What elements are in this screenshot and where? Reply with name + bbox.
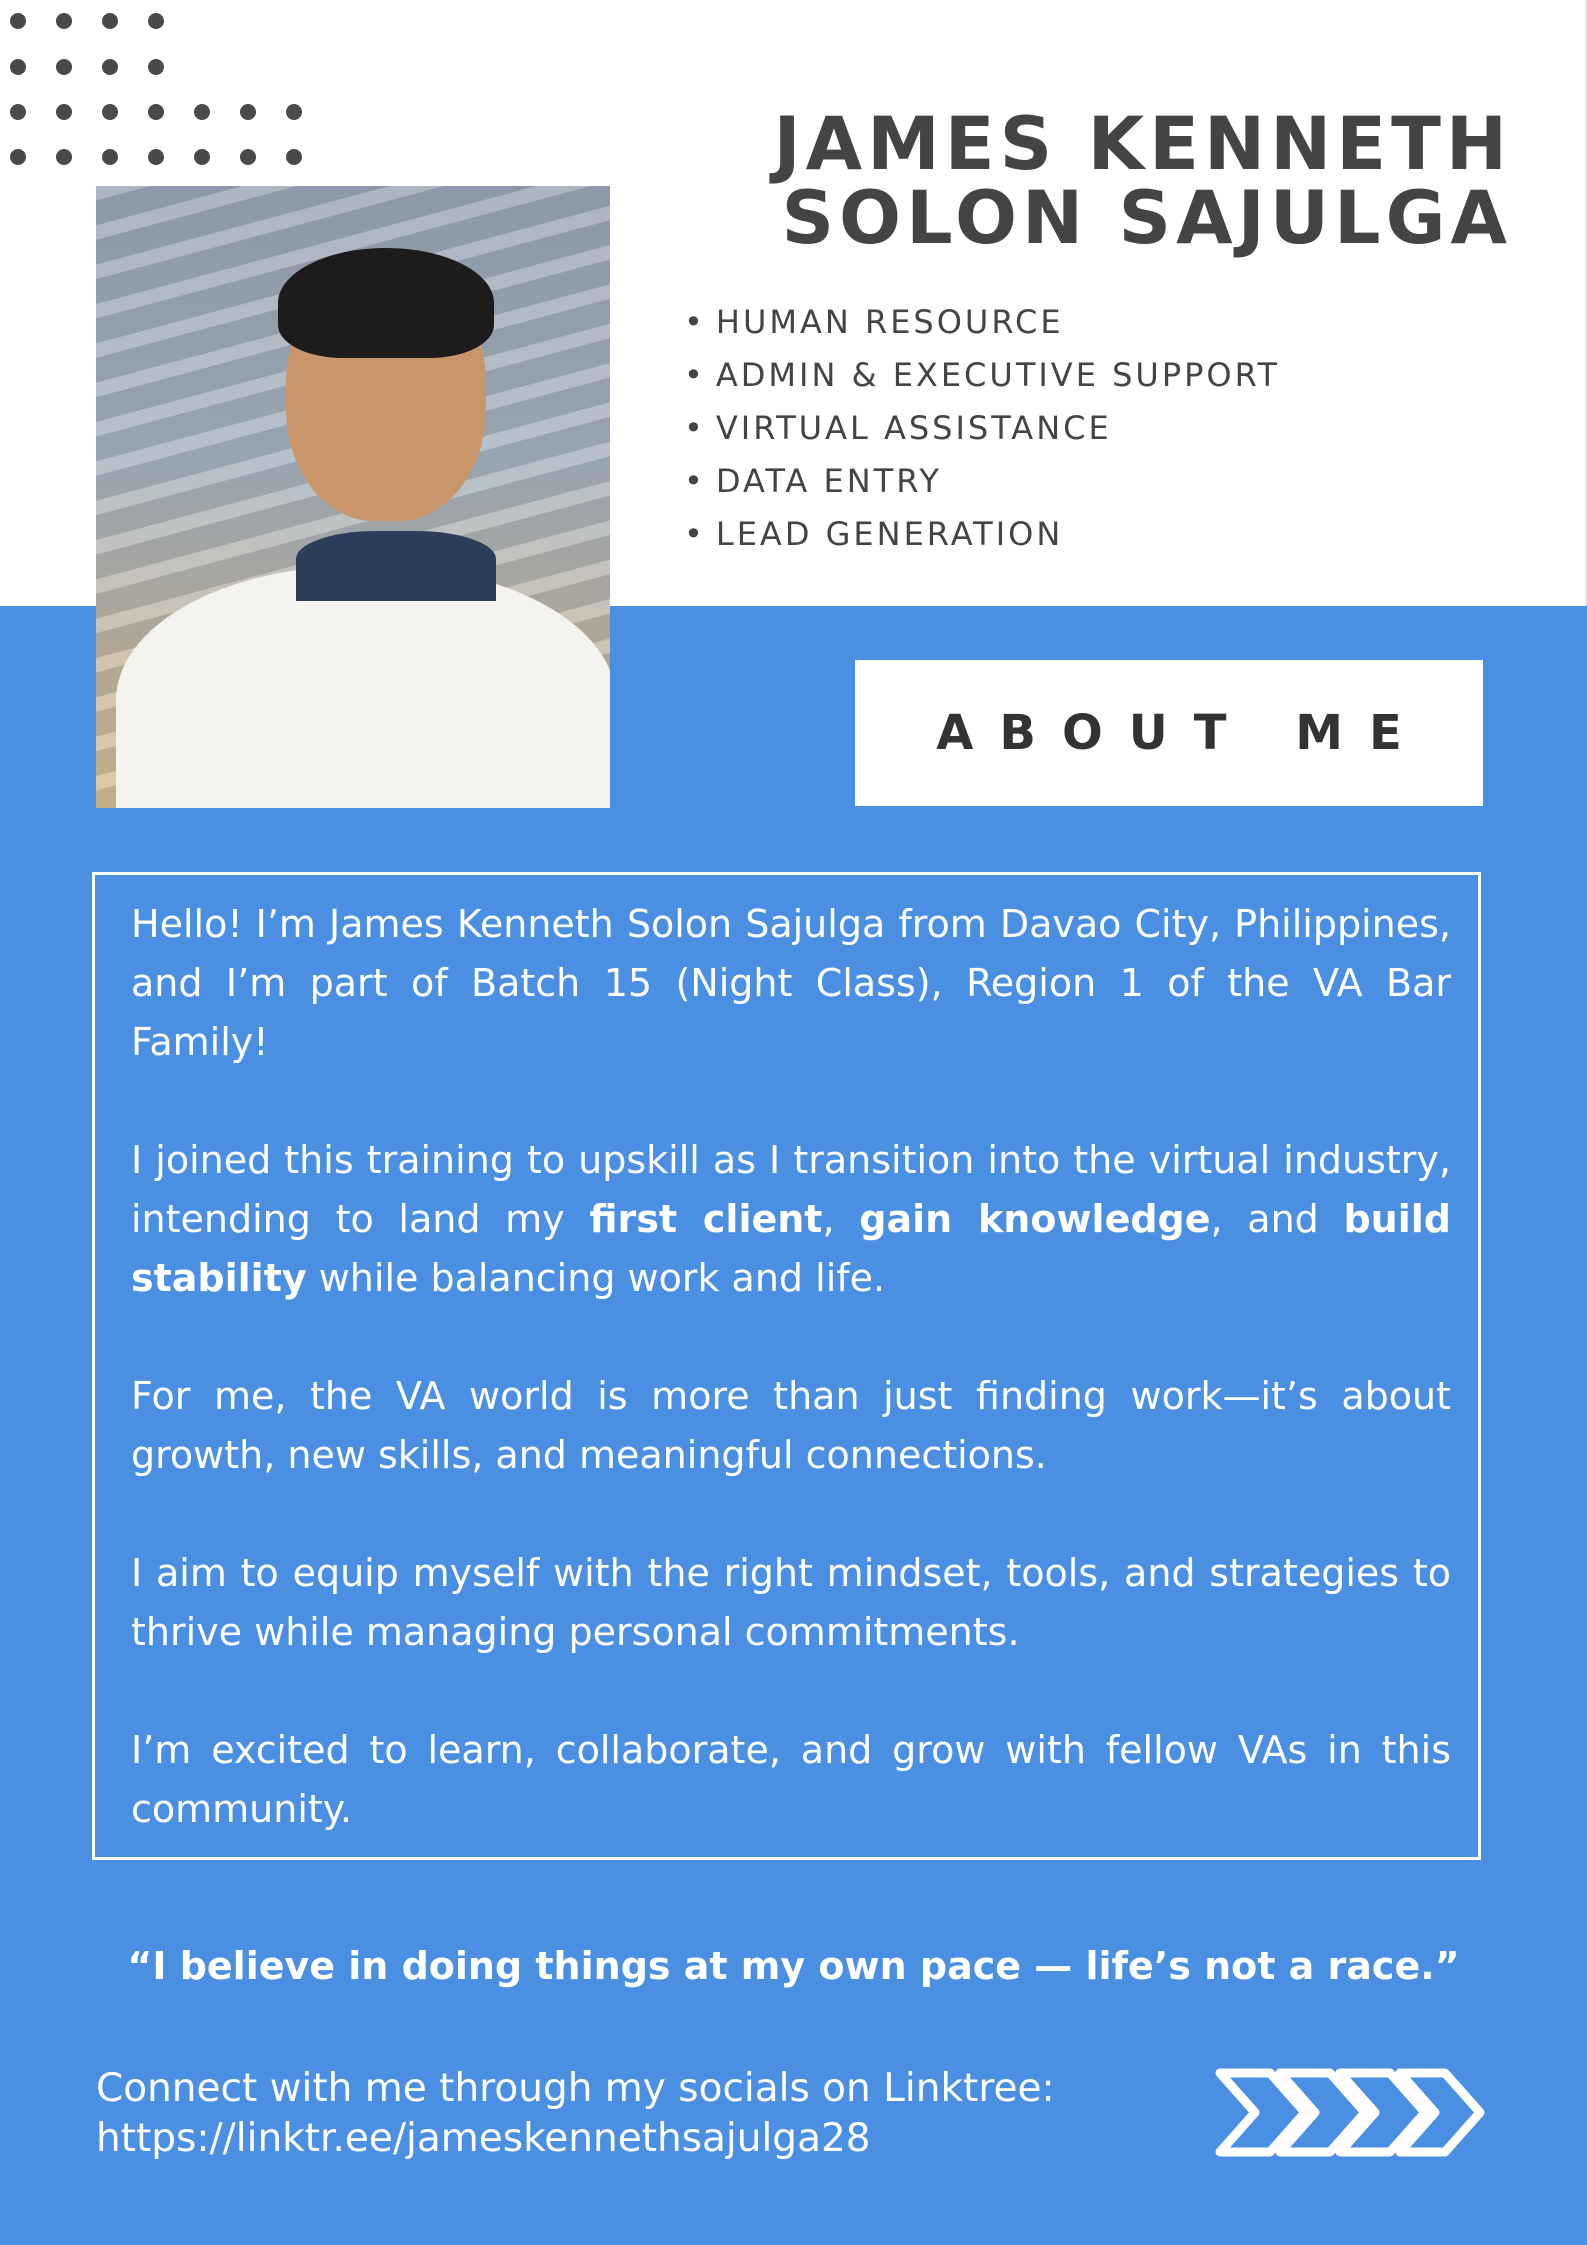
skill-label: ADMIN & EXECUTIVE SUPPORT: [715, 356, 1281, 394]
skill-item: [684, 349, 1280, 402]
bio-paragraph-closing: I’m excited to learn, collaborate, and grow with fellow VAs in this community.: [131, 1728, 1451, 1831]
bio-text: [131, 895, 1451, 1898]
bullet-icon: •: [684, 356, 706, 394]
photo-shirt: [116, 566, 610, 808]
linktree-link[interactable]: https://linktr.ee/jameskennethsajulga28: [96, 2116, 871, 2161]
skill-item: [684, 402, 1280, 455]
full-name-heading: [662, 102, 1512, 261]
bio-paragraph-intro: Hello! I’m James Kenneth Solon Sajulga from Davao City, Philippines, and I’m part of Batch 15 (Night Class), Region 1 of the VA Bar Family!: [131, 902, 1451, 1064]
bullet-icon: •: [684, 462, 706, 500]
name-line-2: SOLON SAJULGA: [781, 176, 1512, 261]
bio-paragraph-goals: [131, 1131, 1451, 1308]
bio-emphasis: gain knowledge: [859, 1197, 1211, 1241]
chevron-right-icon: [1210, 2065, 1490, 2160]
skill-item: [684, 296, 1280, 349]
about-me-title: ABOUT ME: [936, 705, 1428, 761]
bio-frame: [92, 872, 1481, 1860]
connect-section: [96, 2064, 1055, 2164]
bio-paragraph-va-world: For me, the VA world is more than just finding work—it’s about growth, new skills, and meaningful connections.: [131, 1374, 1451, 1477]
dot-grid-icon: [0, 0, 320, 170]
about-me-banner: [855, 660, 1483, 806]
bio-text-run: I joined this training to upskill as I transition into the virtual industry, intending to land my: [131, 1138, 1451, 1241]
skill-label: VIRTUAL ASSISTANCE: [715, 409, 1112, 447]
bullet-icon: •: [684, 409, 706, 447]
bio-emphasis: first client: [589, 1197, 823, 1241]
bio-text-run: , and: [1210, 1197, 1344, 1241]
bio-text-run: ,: [822, 1197, 860, 1241]
skills-list: [684, 296, 1280, 561]
bullet-icon: •: [684, 515, 706, 553]
skill-label: LEAD GENERATION: [715, 515, 1064, 553]
skill-item: [684, 508, 1280, 561]
photo-hair: [278, 248, 494, 358]
bullet-icon: •: [684, 303, 706, 341]
skill-label: DATA ENTRY: [715, 462, 942, 500]
name-line-1: JAMES KENNETH: [773, 102, 1512, 187]
bio-text-run: while balancing work and life.: [306, 1256, 886, 1300]
personal-quote: “I believe in doing things at my own pace — life’s not a race.”: [127, 1944, 1460, 1988]
bio-emphasis: build stability: [131, 1197, 1451, 1300]
bio-paragraph-aim: I aim to equip myself with the right mindset, tools, and strategies to thrive while managing personal commitments.: [131, 1551, 1451, 1654]
skill-item: [684, 455, 1280, 508]
skill-label: HUMAN RESOURCE: [715, 303, 1064, 341]
connect-label: Connect with me through my socials on Linktree:: [96, 2066, 1055, 2111]
photo-collar: [296, 531, 496, 601]
profile-photo: [96, 186, 610, 808]
